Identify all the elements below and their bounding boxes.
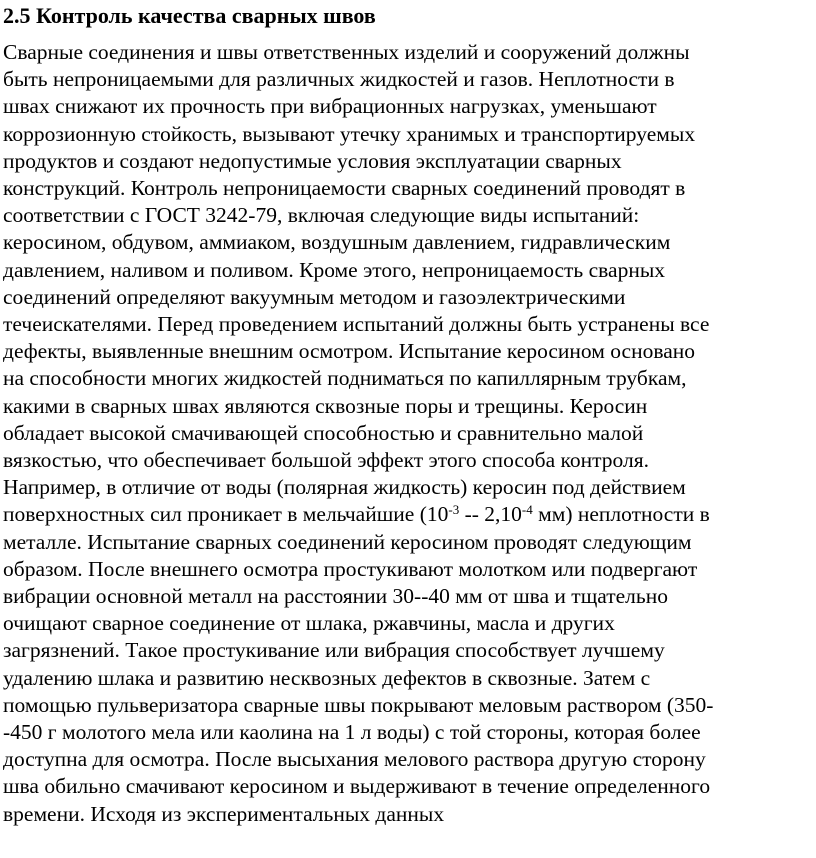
text-line: быть непроницаемыми для различных жидкостей и газов. Неплотности в [3,67,675,92]
exponent-2: -4 [521,502,533,518]
text-line: очищают сварное соединение от шлака, ржавчины, масла и других [3,611,615,636]
text-line: коррозионную стойкость, вызывают утечку хранимых и транспортируемых [3,121,696,146]
text-line: соответствии с ГОСТ 3242-79, включая следующие виды испытаний: [3,203,640,228]
text-line: образом. После внешнего осмотра простукивают молотком или подвергают [3,556,698,581]
text-line: керосином, обдувом, аммиаком, воздушным давлением, гидравлическим [3,230,671,255]
text-line: какими в сварных швах являются сквозные поры и трещины. Керосин [3,393,648,418]
text-line: Например, в отличие от воды (полярная жидкость) керосин под действием [3,475,686,500]
text-line: дефекты, выявленные внешним осмотром. Испытание керосином основано [3,339,695,364]
text-line: швах снижают их прочность при вибрационных нагрузках, уменьшают [3,94,657,119]
document-page [3,0,813,828]
text-line: времени. Исходя из экспериментальных данных [3,801,445,826]
text-line: конструкций. Контроль непроницаемости сварных соединений проводят в [3,176,686,201]
text-line: на способности многих жидкостей подниматься по капиллярным трубкам, [3,366,687,391]
text-line: металле. Испытание сварных соединений керосином проводят следующим [3,529,692,554]
text-line: продуктов и создают недопустимые условия эксплуатации сварных [3,148,622,173]
text-line: вибрации основной металл на расстоянии 30--40 мм от шва и тщательно [3,584,668,609]
text-line: соединений определяют вакуумным методом и газоэлектрическими [3,284,626,309]
text-line: удалению шлака и развитию несквозных дефектов в сквозные. Затем с [3,665,651,690]
text-line: -450 г молотого мела или каолина на 1 л воды) с той стороны, которая более [3,720,701,745]
text-line: шва обильно смачивают керосином и выдерживают в течение определенного [3,774,711,799]
text-line: доступна для осмотра. После высыхания мелового раствора другую сторону [3,747,706,772]
formula-text-before: поверхностных сил проникает в мельчайшие (10 [3,502,449,527]
text-line: Сварные соединения и швы ответственных изделий и сооружений должны [3,40,690,64]
text-line: обладает высокой смачивающей способностью и сравнительно малой [3,420,644,445]
text-line: давлением, наливом и поливом. Кроме этого, непроницаемость сварных [3,257,666,282]
text-line: загрязнений. Такое простукивание или вибрация способствует лучшему [3,638,665,663]
formula-text-after: мм) неплотности в [532,502,710,527]
section-heading: 2.5 Контроль качества сварных швов [3,3,376,28]
text-line: течеискателями. Перед проведением испытаний должны быть устранены все [3,312,710,337]
body-paragraph [3,39,813,828]
formula-text-middle: -- 2,10 [459,502,522,527]
text-line: вязкостью, что обеспечивает большой эффект этого способа контроля. [3,448,649,473]
exponent-1: -3 [448,502,460,518]
formula-line [3,501,813,528]
text-line: помощью пульверизатора сварные швы покрывают меловым раствором (350- [3,692,714,717]
